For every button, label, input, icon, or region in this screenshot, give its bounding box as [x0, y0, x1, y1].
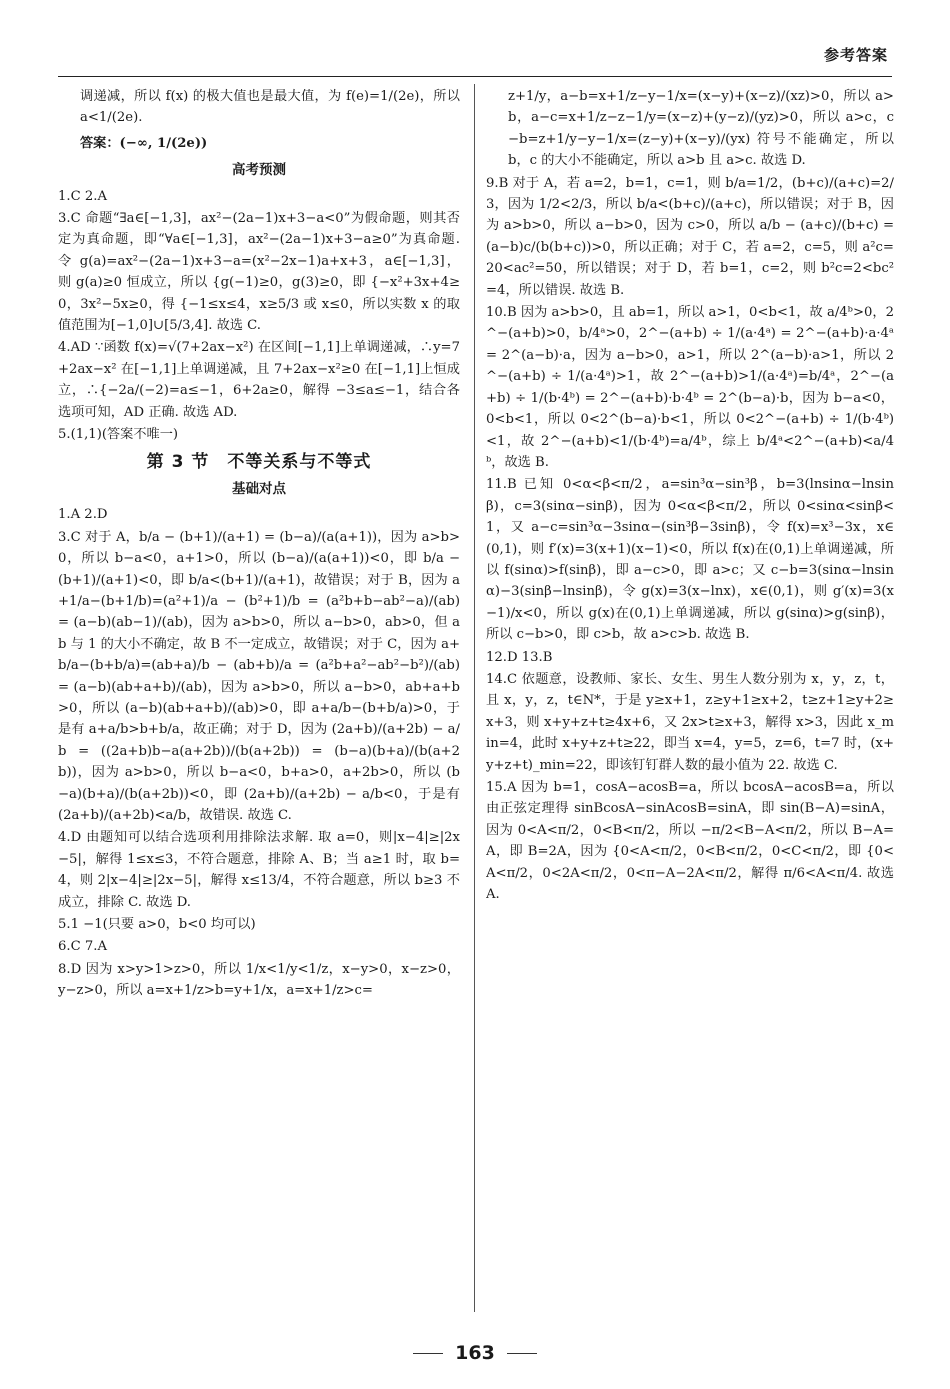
answer-item: 9.B 对于 A，若 a=2，b=1，c=1，则 b/a=1/2，(b+c)/(a+c)=2/3，因为 1/2<2/3，所以 b/a<(b+c)/(a+c)，所以错误；对于 B，因为 a>b>0，所以 a−b>0，因为 c>0，所以 a/b − (a+c)/(b+c) = (a−b)c/(b(b+c))>0，所以正确；对于 C，若 a=2，c=5，则 a²c=20<ac²=50，所以错误；对于 D，若 b=1，c=2，则 b²c=2<bc²=4，所以错误. 故选 B.: [486, 175, 894, 298]
header-rule: [58, 76, 892, 77]
footer-dash-left: [413, 1353, 443, 1354]
answer-item: 14.C 依题意，设教师、家长、女生、男生人数分别为 x，y，z，t，且 x，y，z，t∈N*，于是 y≥x+1，z≥y+1≥x+2，t≥z+1≥y+2≥x+3，则 x+y+z+t≥4x+6，又 2x>t≥x+3，解得 x>3，因此 x_min=4，此时 x+y+z+t≥22，即当 x=4，y=5，z=6，t=7 时，(x+y+z+t)_min=22，即该钉钉群人数的最小值为 22. 故选 C.: [486, 671, 894, 773]
answer-item: 5.1 −1(只要 a>0，b<0 均可以): [58, 917, 256, 933]
left-column: [58, 86, 460, 1326]
paragraph: 调递减，所以 f(x) 的极大值也是最大值，为 f(e)=1/(2e)，所以 a<1/(2e).: [80, 89, 460, 126]
answer-item: 11.B 已知 0<α<β<π/2，a=sin³α−sin³β，b=3(lnsinα−lnsinβ)，c=3(sinα−sinβ)，因为 0<α<β<π/2，所以 0<sinα<sinβ<1，又 a−c=sin³α−3sinα−(sin³β−3sinβ)，令 f(x)=x³−3x，x∈(0,1)，则 f′(x)=3(x+1)(x−1)<0，所以 f(x)在(0,1)上单调递减，所以 f(sinα)>f(sinβ)，即 a−c>0，即 a>c；又 c−b=3(sinα−lnsinα)−3(sinβ−lnsinβ)，令 g(x)=3(x−lnx)，x∈(0,1)，则 g′(x)=3(x−1)/x<0，所以 g(x)在(0,1)上单调递减，所以 g(sinα)>g(sinβ)，所以 c−b>0，即 c>b，故 a>c>b. 故选 B.: [486, 477, 894, 643]
answer-item: 8.D 因为 x>y>1>z>0，所以 1/x<1/y<1/z，x−y>0，x−z>0，y−z>0，所以 a=x+1/z>b=y+1/x，a=x+1/z>c=: [58, 961, 460, 999]
answer-item: 12.D 13.B: [486, 649, 553, 665]
page-header-label: 参考答案: [823, 46, 888, 64]
answer-item: 5.(1,1)(答案不唯一): [58, 427, 179, 443]
answer-item: 3.C 命题“∃a∈[−1,3]，ax²−(2a−1)x+3−a<0”为假命题，则其否定为真命题，即“∀a∈[−1,3]，ax²−(2a−1)x+3−a≥0”为真命题. 令 g(a)=ax²−(2a−1)x+3−a=(x²−2x−1)a+x+3，a∈[−1,3]，则 g(a)≥0 恒成立，所以 {g(−1)≥0，g(3)≥0，即 {−x²+3x+4≥0，3x²−5x≥0，得 {−1≤x≤4，x≥5/3 或 x≤0，所以实数 x 的取值范围为[−1,0]∪[5/3,4]. 故选 C.: [58, 211, 460, 334]
answer-item: 3.C 对于 A，b/a − (b+1)/(a+1) = (b−a)/(a(a+1))，因为 a>b>0，所以 b−a<0，a+1>0，所以 (b−a)/(a(a+1))<0，即 b/a − (b+1)/(a+1)<0，即 b/a<(b+1)/(a+1)，故错误；对于 B，因为 a+1/a−(b+1/b)=(a²+1)/a − (b²+1)/b = (a²b+b−ab²−a)/(ab) = (a−b)(ab−1)/(ab)，因为 a>b>0，所以 a−b>0，ab>0，但 ab 与 1 的大小不确定，故 B 不一定成立，故错误；对于 C，因为 a+b/a−(b+b/a)=(ab+a)/b − (ab+b)/a = (a²b+a²−ab²−b²)/(ab) = (a−b)(ab+a+b)/(ab)，因为 a>b>0，所以 a−b>0，ab+a+b>0，所以 (a−b)(ab+a+b)/(ab)>0，即 a+a/b−(b+b/a)>0，于是有 a+a/b>b+b/a，故正确；对于 D，因为 (2a+b)/(a+2b) − a/b = ((2a+b)b−a(a+2b))/(b(a+2b)) = (b−a)(b+a)/(b(a+2b))，因为 a>b>0，所以 b−a<0，b+a>0，a+2b>0，所以 (b−a)(b+a)/(b(a+2b))<0，即 (2a+b)/(a+2b) − a/b<0，于是有 (2a+b)/(a+2b)<a/b，故错误. 故选 C.: [58, 529, 460, 823]
right-column: [486, 86, 894, 1326]
page-footer: [0, 1342, 950, 1364]
page-number: 163: [455, 1342, 495, 1364]
answer-item: 1.A 2.D: [58, 507, 108, 523]
basic-practice-title: 基础对点: [232, 480, 286, 497]
footer-dash-right: [507, 1353, 537, 1354]
answer-item: 10.B 因为 a>b>0，且 ab=1，所以 a>1，0<b<1，故 a/4ᵇ>0，2^−(a+b)>0，b/4ᵃ>0，2^−(a+b) ÷ 1/(a·4ᵃ) = 2^−(a+b)·a·4ᵃ = 2^(a−b)·a，因为 a−b>0，a>1，所以 2^(a−b)·a>1，所以 2^−(a+b) ÷ 1/(a·4ᵃ)>1，故 2^−(a+b)>1/(a·4ᵃ)=b/4ᵃ，2^−(a+b) ÷ 1/(b·4ᵇ) = 2^−(a+b)·b·4ᵇ = 2^(b−a)·b，因为 b−a<0，0<b<1，所以 0<2^(b−a)·b<1，所以 0<2^−(a+b) ÷ 1/(b·4ᵇ)<1，故 2^−(a+b)<1/(b·4ᵇ)=a/4ᵇ，综上 b/4ᵃ<2^−(a+b)<a/4ᵇ，故选 B.: [486, 305, 894, 470]
answer-line: 答案：(−∞, 1/(2e)): [80, 135, 208, 151]
answer-item: 15.A 因为 b=1，cosA−acosB=a，所以 bcosA−acosB=a，所以由正弦定理得 sinBcosA−sinAcosB=sinA，即 sin(B−A)=sinA，因为 0<A<π/2，0<B<π/2，所以 −π/2<B−A<π/2，所以 B−A=A，即 B=2A，因为 {0<A<π/2，0<B<π/2，0<C<π/2，即 {0<A<π/2，0<2A<π/2，0<π−A−2A<π/2，解得 π/6<A<π/4. 故选 A.: [486, 780, 894, 903]
paragraph: z+1/y，a−b=x+1/z−y−1/x=(x−y)+(x−z)/(xz)>0，所以 a>b，a−c=x+1/z−z−1/y=(x−z)+(y−z)/(yz)>0，所以 a>c，c−b=z+1/y−y−1/x=(z−y)+(x−y)/(yx) 符号不能确定，所以 b，c 的大小不能确定，所以 a>b 且 a>c. 故选 D.: [508, 89, 894, 169]
gaokao-prediction-title: 高考预测: [232, 162, 286, 179]
section-title: 第 3 节 不等关系与不等式: [146, 451, 372, 472]
answer-item: 4.D 由题知可以结合选项利用排除法求解. 取 a=0，则|x−4|≥|2x−5|，解得 1≤x≤3，不符合题意，排除 A、B；当 a≥1 时，取 b=4，则 2|x−4|≥|2x−5|，解得 x≤13/4，不符合题意，所以 b≥3 不成立，排除 C. 故选 D.: [58, 830, 460, 910]
column-divider: [474, 84, 475, 1312]
answer-item: 4.AD ∵函数 f(x)=√(7+2ax−x²) 在区间[−1,1]上单调递减，∴y=7+2ax−x² 在[−1,1]上单调递减，且 7+2ax−x²≥0 在[−1,1]上恒成立，∴{−2a/(−2)=a≤−1，6+2a≥0，解得 −3≤a≤−1，结合各选项可知，AD 正确. 故选 AD.: [58, 340, 460, 420]
answer-item: 1.C 2.A: [58, 188, 107, 204]
answer-item: 6.C 7.A: [58, 939, 107, 955]
